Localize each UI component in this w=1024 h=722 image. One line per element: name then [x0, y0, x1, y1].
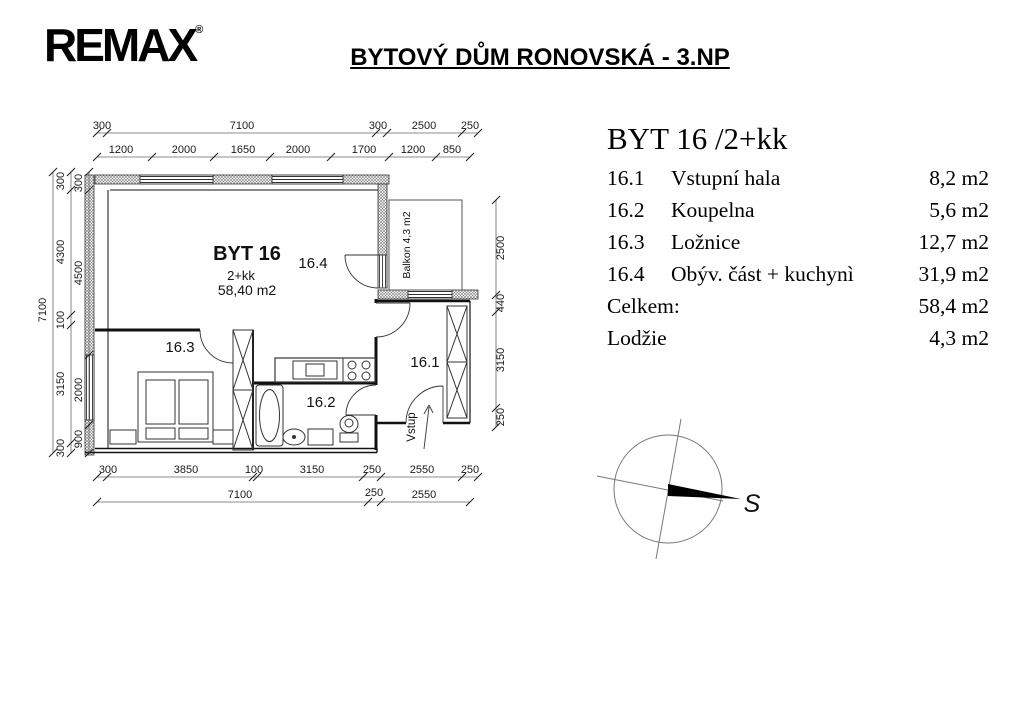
dim-label: 300 — [55, 171, 67, 191]
dim-label: 250 — [362, 464, 382, 476]
window-balcony-wall — [408, 290, 452, 299]
bed — [138, 372, 213, 442]
bathroom-cabinet — [308, 429, 333, 445]
room-area: 31,9 m2 — [918, 262, 989, 286]
remax-logo-text: REMAX — [44, 19, 196, 71]
stove-burners — [348, 361, 370, 380]
room-number: 16.3 — [607, 230, 645, 254]
door-living-hall — [376, 303, 410, 337]
compass-needle — [668, 484, 741, 499]
room-area: 8,2 m2 — [929, 166, 989, 190]
room-label-obyvaci: 16.4 — [298, 255, 328, 272]
window-left-bedroom — [85, 355, 94, 420]
dim-label: 4500 — [73, 260, 85, 286]
dimension-lines — [53, 133, 496, 502]
dim-label: 250 — [364, 487, 384, 499]
room-number: 16.1 — [607, 166, 645, 190]
dim-label: 7100 — [227, 489, 253, 501]
balcony — [389, 200, 462, 290]
room-name: Ložnice — [671, 230, 741, 254]
dim-label: 2000 — [285, 144, 311, 156]
bathtub — [256, 385, 283, 446]
entrance-arrow — [406, 405, 433, 449]
exterior-walls — [85, 175, 478, 455]
room-name: Obýv. část + kuchynì — [671, 262, 854, 286]
washbasin — [283, 429, 305, 445]
room-area: 12,7 m2 — [918, 230, 989, 254]
room-label-loznice: 16.3 — [165, 339, 195, 356]
toilet — [340, 416, 358, 443]
room-name: Vstupní hala — [671, 166, 781, 190]
dim-label: 250 — [460, 464, 480, 476]
dim-label: 300 — [368, 120, 388, 132]
dim-label: 850 — [442, 144, 462, 156]
nightstand-right — [213, 430, 233, 444]
door-balcony-swing — [345, 255, 378, 288]
room-labels — [165, 243, 439, 411]
door-bathroom — [346, 385, 376, 415]
dim-label: 100 — [55, 310, 67, 330]
nightstand-left — [110, 430, 136, 444]
unit-area-label: 58,40 m2 — [217, 282, 277, 298]
dim-label: 7100 — [37, 297, 49, 323]
dim-label: 300 — [55, 438, 67, 458]
page-title: BYTOVÝ DŮM RONOVSKÁ - 3.NP — [350, 44, 730, 71]
dim-label: 300 — [92, 120, 112, 132]
compass-rose — [597, 419, 761, 559]
window-top-left — [140, 175, 213, 184]
kitchen-counter — [275, 358, 375, 382]
dim-label: 2000 — [171, 144, 197, 156]
room-name: Koupelna — [671, 198, 755, 222]
door-bedroom — [200, 330, 233, 363]
registered-mark-icon: ® — [195, 24, 204, 36]
dim-label: 3150 — [299, 464, 325, 476]
dim-label: 1200 — [108, 144, 134, 156]
dim-label: 2550 — [411, 489, 437, 501]
legend-title: BYT 16 /2+kk — [607, 121, 788, 156]
room-area: 5,6 m2 — [929, 198, 989, 222]
dim-label: 3150 — [55, 371, 67, 397]
dim-label: 1700 — [351, 144, 377, 156]
dim-label: 250 — [495, 407, 507, 427]
entrance-label: Vstup — [406, 412, 418, 442]
room-number: 16.4 — [607, 262, 645, 286]
dim-label: 3850 — [173, 464, 199, 476]
wardrobe-closet-a — [233, 330, 253, 450]
wardrobe-closet-b — [447, 306, 467, 418]
kitchen-sink — [293, 361, 337, 379]
dim-label: 900 — [73, 429, 85, 449]
compass-south-label: S — [743, 490, 761, 518]
loggia-label: Lodžie — [607, 326, 667, 350]
dim-label: 100 — [244, 464, 264, 476]
total-label: Celkem: — [607, 294, 680, 318]
dim-label: 3150 — [495, 347, 507, 373]
dim-label: 2550 — [409, 464, 435, 476]
dim-label: 7100 — [229, 120, 255, 132]
room-label-hala: 16.1 — [410, 354, 440, 371]
balcony-label: Balkon 4,3 m2 — [401, 211, 413, 279]
dim-label: 1200 — [400, 144, 426, 156]
dim-label: 2500 — [411, 120, 437, 132]
dim-label: 300 — [98, 464, 118, 476]
dim-label: 4300 — [55, 239, 67, 265]
window-top-right — [272, 175, 343, 184]
balcony-door — [378, 255, 387, 288]
dimension-ticks — [49, 129, 500, 506]
dim-label: 2500 — [495, 235, 507, 261]
total-area: 58,4 m2 — [918, 294, 989, 318]
dim-label: 300 — [73, 173, 85, 193]
dim-label: 440 — [495, 293, 507, 313]
loggia-area: 4,3 m2 — [929, 326, 989, 350]
unit-layout-label: 2+kk — [227, 268, 255, 283]
room-label-koupelna: 16.2 — [306, 394, 336, 411]
dim-label: 250 — [460, 120, 480, 132]
unit-name-label: BYT 16 — [213, 243, 281, 265]
room-number: 16.2 — [607, 198, 645, 222]
dim-label: 2000 — [73, 377, 85, 403]
dim-label: 1650 — [230, 144, 256, 156]
